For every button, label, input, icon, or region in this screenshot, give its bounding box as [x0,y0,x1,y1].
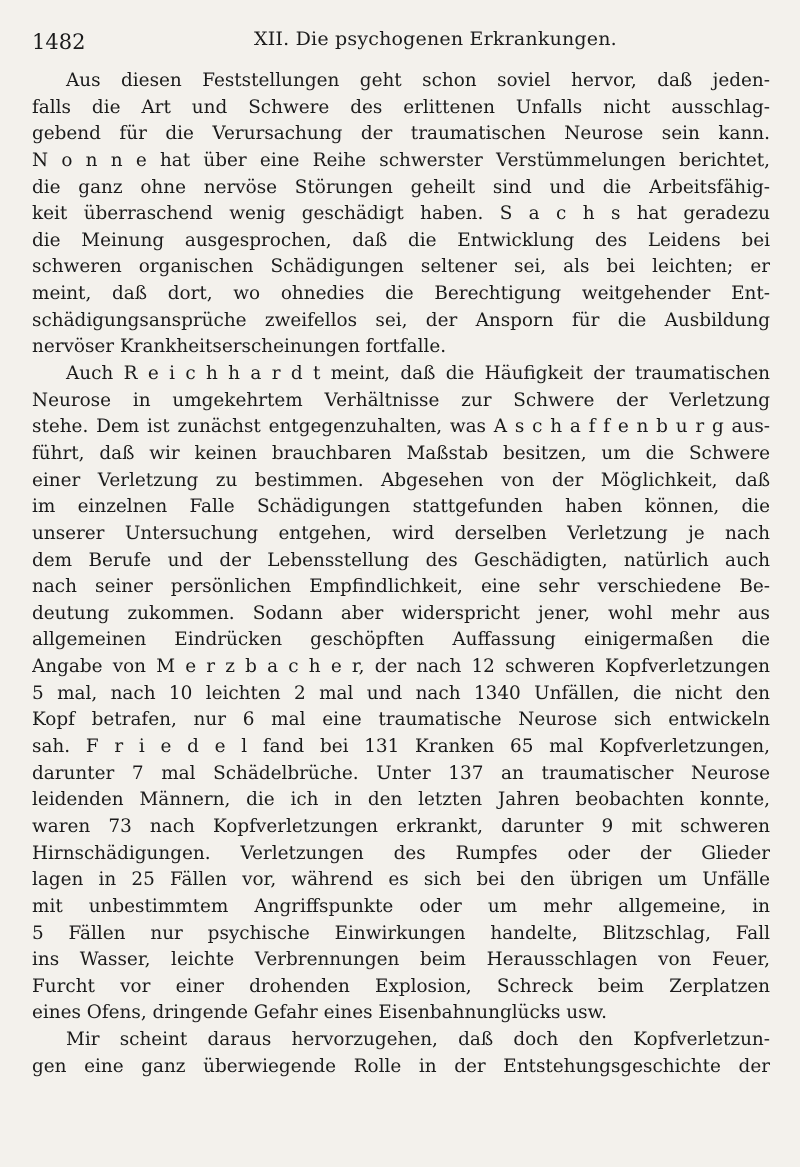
text-line: Furcht vor einer drohenden Explosion, Schreck beim Zerplatzen [32,975,770,997]
text-line: Angabe von M e r z b a c h e r, der nach 12 schweren Kopfverletzungen [32,656,770,678]
page-number: 1482 [32,30,86,54]
text-line: Auch R e i c h h a r d t meint, daß die Häufigkeit der traumatischen [66,363,770,385]
text-line: die ganz ohne nervöse Störungen geheilt sind und die Arbeitsfähig- [32,176,770,198]
text-line: schweren organischen Schädigungen seltener sei, als bei leichten; er [32,256,770,278]
text-line: gen eine ganz überwiegende Rolle in der Entstehungsgeschichte der [32,1055,770,1077]
text-line: die Meinung ausgesprochen, daß die Entwicklung des Leidens bei [32,229,770,251]
text-line: leidenden Männern, die ich in den letzten Jahren beobachten konnte, [32,789,770,811]
text-line: Mir scheint daraus hervorzugehen, daß doch den Kopfverletzun- [66,1029,770,1051]
text-line: sah. F r i e d e l fand bei 131 Kranken 65 mal Kopfverletzungen, [32,736,770,758]
text-line: stehe. Dem ist zunächst entgegenzuhalten, was A s c h a f f e n b u r g aus- [32,416,770,438]
text-line: N o n n e hat über eine Reihe schwerster Verstümmelungen berichtet, [32,149,770,171]
text-line: Kopf betrafen, nur 6 mal eine traumatische Neurose sich entwickeln [32,709,770,731]
text-line: im einzelnen Falle Schädigungen stattgefunden haben können, die [32,496,770,518]
text-line: meint, daß dort, wo ohnedies die Berechtigung weitgehender Ent- [32,283,770,305]
text-line: 5 Fällen nur psychische Einwirkungen handelte, Blitzschlag, Fall [32,922,770,944]
text-line: gebend für die Verursachung der traumatischen Neurose sein kann. [32,123,770,145]
text-line: 5 mal, nach 10 leichten 2 mal und nach 1340 Unfällen, die nicht den [32,682,770,704]
text-line: eines Ofens, dringende Gefahr eines Eisenbahnunglücks usw. [32,1002,607,1024]
text-line: allgemeinen Eindrücken geschöpften Auffassung einigermaßen die [32,629,770,651]
text-line: lagen in 25 Fällen vor, während es sich bei den übrigen um Unfälle [32,869,770,891]
text-line: einer Verletzung zu bestimmen. Abgesehen von der Möglichkeit, daß [32,469,770,491]
text-line: nach seiner persönlichen Empfindlichkeit, eine sehr verschiedene Be- [32,576,770,598]
text-line: schädigungsansprüche zweifellos sei, der Ansporn für die Ausbildung [32,309,770,331]
text-line: Hirnschädigungen. Verletzungen des Rumpfes oder der Glieder [32,842,770,864]
text-line: waren 73 nach Kopfverletzungen erkrankt, darunter 9 mit schweren [32,815,770,837]
body-text [32,68,770,1080]
text-line: ins Wasser, leichte Verbrennungen beim Herausschlagen von Feuer, [32,949,770,971]
page-header [32,28,772,60]
text-line: darunter 7 mal Schädelbrüche. Unter 137 an traumatischer Neurose [32,762,770,784]
text-line: Neurose in umgekehrtem Verhältnisse zur Schwere der Verletzung [32,389,770,411]
text-line: nervöser Krankheitserscheinungen fortfalle. [32,336,447,358]
text-line: Aus diesen Feststellungen geht schon soviel hervor, daß jeden- [66,70,770,91]
running-title: XII. Die psychogenen Erkrankungen. [254,28,617,50]
text-line: unserer Untersuchung entgehen, wird derselben Verletzung je nach [32,522,770,544]
text-line: deutung zukommen. Sodann aber widerspricht jener, wohl mehr aus [32,602,770,624]
text-line: falls die Art und Schwere des erlittenen Unfalls nicht ausschlag- [32,96,770,118]
text-line: dem Berufe und der Lebensstellung des Geschädigten, natürlich auch [32,549,770,571]
text-line: keit überraschend wenig geschädigt haben. S a c h s hat geradezu [32,203,770,225]
text-line: mit unbestimmtem Angriffspunkte oder um mehr allgemeine, in [32,895,770,917]
text-line: führt, daß wir keinen brauchbaren Maßstab besitzen, um die Schwere [32,442,770,464]
